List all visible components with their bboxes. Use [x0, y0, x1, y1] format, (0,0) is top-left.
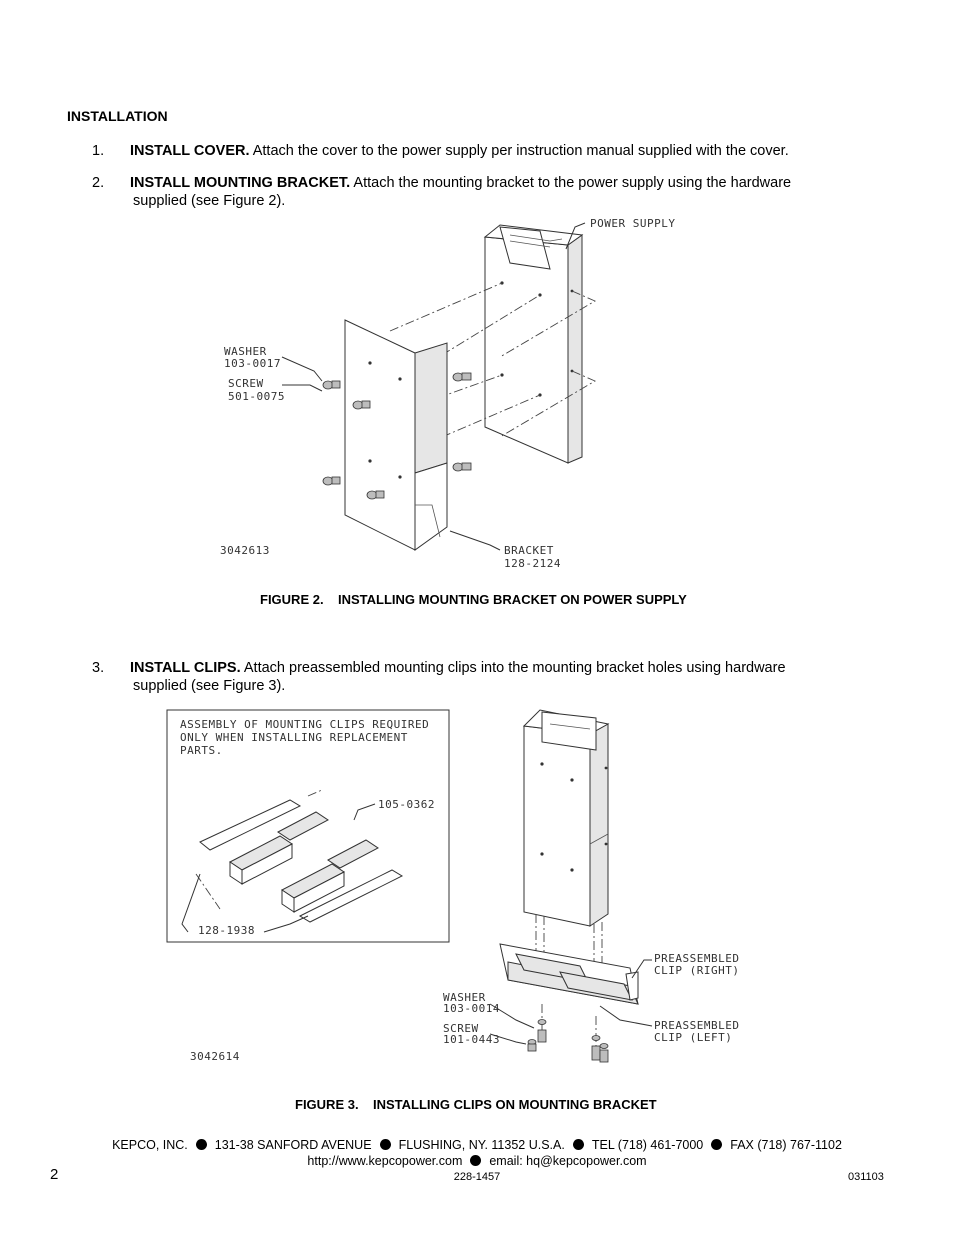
footer-tel: TEL (718) 461-7000 [591, 1138, 704, 1152]
label-clip-left-1: PREASSEMBLED [654, 1019, 740, 1032]
step-continuation: supplied (see Figure 3). [133, 678, 286, 694]
inset-note-line-3: PARTS. [180, 744, 223, 757]
footer-website[interactable]: http://www.kepcopower.com [307, 1154, 463, 1168]
step-title: INSTALL COVER. [130, 143, 250, 159]
footer-address-line [0, 1138, 954, 1152]
footer-address: 131-38 SANFORD AVENUE [214, 1138, 372, 1152]
screw-set-bottom [528, 1020, 608, 1063]
step-number: 2. [92, 175, 105, 191]
inset-note-line-2: ONLY WHEN INSTALLING REPLACEMENT [180, 731, 408, 744]
label-bracket-pn: 128-2124 [504, 557, 561, 570]
step-continuation: supplied (see Figure 2). [133, 193, 286, 209]
power-supply-upright [524, 710, 608, 926]
figure-2-drawing [210, 205, 710, 575]
bullet-icon [196, 1139, 207, 1150]
label-washer-pn: 103-0014 [443, 1002, 500, 1015]
inset-detail [167, 710, 449, 942]
label-clip-left-2: CLIP (LEFT) [654, 1031, 733, 1044]
footer-fax: FAX (718) 767-1102 [730, 1138, 842, 1152]
step-text [130, 142, 860, 160]
step-text [130, 174, 860, 192]
figure-3-caption: FIGURE 3. INSTALLING CLIPS ON MOUNTING BRACKET [295, 1097, 657, 1112]
step-number: 1. [92, 143, 105, 159]
bracket-base-with-clips [500, 944, 638, 1004]
date-code: 031103 [848, 1171, 884, 1183]
section-title: INSTALLATION [67, 108, 168, 124]
drawing-number: 3042614 [190, 1050, 240, 1063]
label-clip-right-1: PREASSEMBLED [654, 952, 740, 965]
label-bracket: BRACKET [504, 544, 554, 557]
mounting-bracket [345, 320, 447, 550]
doc-number: 228-1457 [453, 1171, 501, 1183]
footer-contact-line [0, 1154, 954, 1168]
bullet-icon [470, 1155, 481, 1166]
figure-3-drawing [160, 704, 760, 1074]
label-washer: WASHER [224, 345, 267, 358]
step-title: INSTALL CLIPS. [130, 660, 241, 676]
step-3 [0, 659, 954, 699]
step-description: Attach preassembled mounting clips into the mounting bracket holes using hardware [240, 660, 786, 676]
label-clip-pn: 105-0362 [378, 798, 435, 811]
label-screw-pn: 501-0075 [228, 390, 285, 403]
step-title: INSTALL MOUNTING BRACKET. [130, 175, 351, 191]
bullet-icon [573, 1139, 584, 1150]
label-power-supply: POWER SUPPLY [590, 217, 676, 230]
step-text [130, 659, 860, 677]
inset-note-line-1: ASSEMBLY OF MOUNTING CLIPS REQUIRED [180, 718, 430, 731]
label-screw: SCREW [228, 377, 264, 390]
label-screw-pn: 101-0443 [443, 1033, 500, 1046]
power-supply-unit [485, 225, 582, 463]
label-clip-right-2: CLIP (RIGHT) [654, 964, 740, 977]
label-washer-pn: 103-0017 [224, 357, 281, 370]
footer-city: FLUSHING, NY. 11352 U.S.A. [398, 1138, 565, 1152]
bullet-icon [380, 1139, 391, 1150]
footer-email[interactable]: email: hq@kepcopower.com [489, 1154, 647, 1168]
label-screw: SCREW [443, 1022, 479, 1035]
bullet-icon [711, 1139, 722, 1150]
step-number: 3. [92, 660, 105, 676]
label-plate-pn: 128-1938 [198, 924, 255, 937]
figure-2-caption: FIGURE 2. INSTALLING MOUNTING BRACKET ON POWER SUPPLY [260, 592, 687, 607]
screw-set-right [453, 373, 471, 471]
step-description: Attach the cover to the power supply per instruction manual supplied with the cover. [249, 143, 789, 159]
step-1 [0, 142, 954, 162]
drawing-number: 3042613 [220, 544, 270, 557]
footer-company: KEPCO, INC. [112, 1138, 188, 1152]
label-washer: WASHER [443, 991, 486, 1004]
step-description: Attach the mounting bracket to the power supply using the hardware [350, 175, 792, 191]
page-number: 2 [50, 1166, 59, 1183]
